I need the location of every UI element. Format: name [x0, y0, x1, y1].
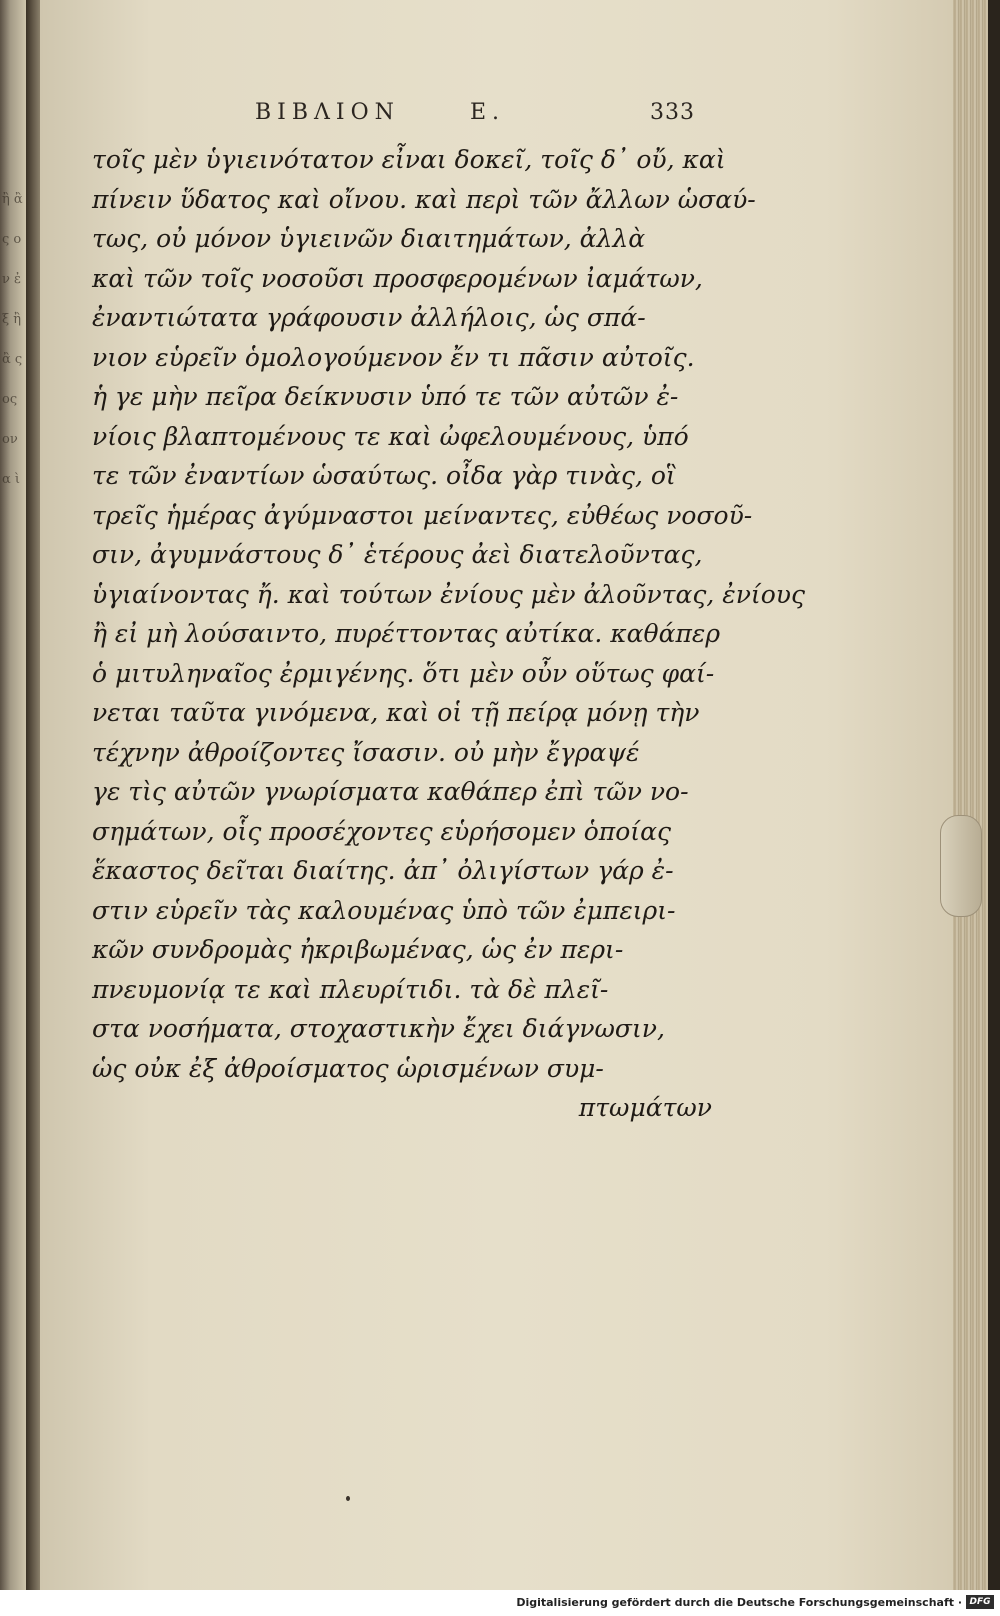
text-line: ἢ εἰ μὴ λούσαιντο, πυρέττοντας αὐτίκα. καθάπερ — [92, 619, 721, 648]
ink-speck — [346, 1496, 350, 1501]
text-line: τοῖς μὲν ὑγιεινότατον εἶναι δοκεῖ, τοῖς δ᾽ οὔ, καὶ — [92, 145, 726, 174]
book-clasp — [940, 815, 982, 917]
body-text — [92, 140, 805, 1128]
text-line: ὁ μιτυληναῖος ἐρμιγένης. ὅτι μὲν οὖν οὕτως φαί- — [92, 658, 715, 688]
text-line: γε τὶς αὐτῶν γνωρίσματα καθάπερ ἐπὶ τῶν νο- — [92, 777, 689, 806]
text-line: σημάτων, οἷς προσέχοντες εὑρήσομεν ὁποίας — [92, 816, 671, 846]
text-line: τρεῖς ἡμέρας ἀγύμναστοι μείναντες, εὐθέως νοσοῦ- — [92, 500, 753, 530]
text-line: στα νοσήματα, στοχαστικὴν ἔχει διάγνωσιν, — [92, 1014, 665, 1043]
page-number: 333 — [650, 100, 695, 125]
text-line: νίοις βλαπτομένους τε καὶ ὠφελουμένους, ὑπό — [92, 421, 689, 451]
text-line: τε τῶν ἐναντίων ὡσαύτως. οἶδα γὰρ τινὰς, οἳ — [92, 461, 676, 490]
running-header — [255, 100, 735, 134]
text-line: κῶν συνδρομὰς ἠκριβωμένας, ὡς ἐν περι- — [92, 935, 624, 964]
text-line: σιν, ἀγυμνάστους δ᾽ ἑτέρους ἀεὶ διατελοῦντας, — [92, 540, 703, 569]
text-line: πίνειν ὕδατος καὶ οἴνου. καὶ περὶ τῶν ἄλλων ὡσαύ- — [92, 184, 756, 214]
catchword: πτωμάτων — [578, 1093, 712, 1122]
text-line: πνευμονίᾳ τε καὶ πλευρίτιδι. τὰ δὲ πλεῖ- — [92, 974, 609, 1004]
dfg-logo: DFG — [966, 1595, 994, 1609]
book-gutter — [26, 0, 40, 1590]
left-page-strip — [0, 0, 26, 1590]
text-line: ἡ γε μὴν πεῖρα δείκνυσιν ὑπό τε τῶν αὐτῶν ἐ- — [92, 382, 679, 411]
text-line: τέχνην ἀθροίζοντες ἴσασιν. οὐ μὴν ἔγραψέ — [92, 737, 640, 767]
text-line: ἐναντιώτατα γράφουσιν ἀλλήλοις, ὡς σπά- — [92, 303, 646, 332]
book-number: E. — [470, 100, 506, 125]
text-line: στιν εὑρεῖν τὰς καλουμένας ὑπὸ τῶν ἐμπειρι- — [92, 895, 676, 925]
text-line: νεται ταῦτα γινόμενα, καὶ οἱ τῇ πείρᾳ μόνῃ τὴν — [92, 698, 700, 727]
running-title: BIBΛIOΝ — [255, 100, 400, 125]
funding-credit: Digitalisierung gefördert durch die Deutsche Forschungsgemeinschaft · — [516, 1596, 962, 1609]
text-line: νιον εὑρεῖν ὁμολογούμενον ἔν τι πᾶσιν αὐτοῖς. — [92, 342, 695, 372]
footer-bar — [0, 1590, 1000, 1616]
text-line: ὡς οὐκ ἐξ ἀθροίσματος ὡρισμένων συμ- — [92, 1053, 604, 1083]
left-page-fragments: ἢ ἂ ς ον ἐξ ἢ ἂ ς ος ον α ὶ — [2, 192, 23, 487]
page-edges — [953, 0, 1000, 1590]
text-line: καὶ τῶν τοῖς νοσοῦσι προσφερομένων ἰαμάτων, — [92, 263, 703, 293]
text-line: ὑγιαίνοντας ἤ. καὶ τούτων ἐνίους μὲν ἀλοῦντας, ἐνίους — [92, 579, 805, 609]
text-line: ἕκαστος δεῖται διαίτης. ἀπ᾽ ὀλιγίστων γάρ ἐ- — [92, 856, 674, 885]
text-line: τως, οὐ μόνον ὑγιεινῶν διαιτημάτων, ἀλλὰ — [92, 224, 646, 253]
